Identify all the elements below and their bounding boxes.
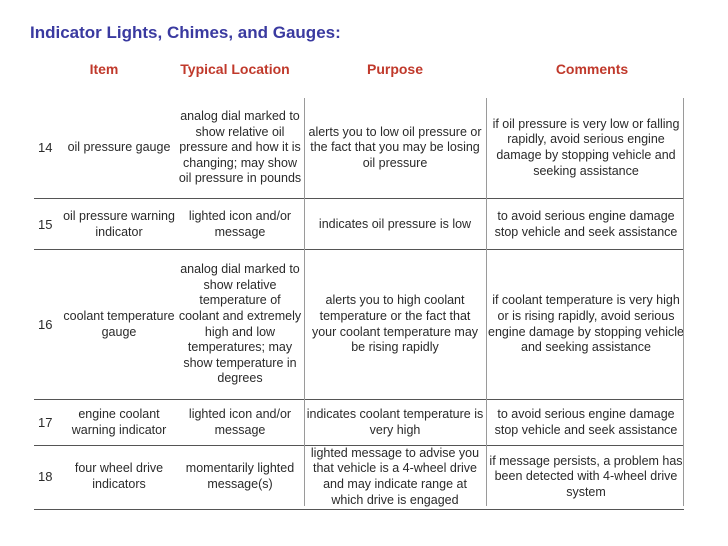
table-row (0, 251, 728, 398)
row-divider (34, 198, 684, 199)
table-row (0, 446, 728, 508)
item-cell: engine coolant warning indicator (71, 407, 167, 437)
row-number: 16 (38, 316, 53, 332)
row-divider (34, 509, 684, 510)
header-purpose: Purpose (366, 61, 423, 77)
page-title: Indicator Lights, Chimes, and Gauges: (30, 23, 341, 42)
header-location: Typical Location (180, 61, 290, 77)
item-cell: oil pressure gauge (67, 140, 171, 155)
row-number: 17 (38, 415, 53, 431)
comments-cell: if coolant temperature is very high or is rising rapidly, avoid serious engine damage by stopping vehicle and seeking assistance (488, 293, 684, 355)
location-cell: lighted icon and/or message (188, 407, 292, 437)
purpose-cell: alerts you to low oil pressure or the fact that you may be losing oil pressure (308, 124, 482, 170)
comments-cell: if message persists, a problem has been detected with 4-wheel drive system (489, 453, 683, 499)
purpose-cell: indicates oil pressure is low (318, 217, 472, 232)
purpose-cell: lighted message to advise you that vehicle is a 4-wheel drive and may indicate range at which drive is engaged (310, 445, 480, 507)
header-comments: Comments (555, 61, 629, 77)
table-row (0, 201, 728, 249)
item-cell: coolant temperature gauge (63, 308, 175, 339)
column-divider (486, 98, 487, 506)
row-number: 15 (38, 217, 53, 233)
comments-cell: if oil pressure is very low or falling rapidly, avoid serious engine damage by stopping vehicle and seeking assistance (492, 116, 680, 178)
location-cell: momentarily lighted message(s) (185, 461, 295, 491)
row-number: 18 (38, 469, 53, 485)
location-cell: analog dial marked to show relative temperature of coolant and extremely high and low temperatures; may show temperature in degrees (178, 262, 302, 386)
comments-cell: to avoid serious engine damage stop vehicle and seek assistance (494, 407, 678, 437)
purpose-cell: alerts you to high coolant temperature or the fact that your coolant temperature may be rising rapidly (311, 293, 479, 355)
table-row (0, 94, 728, 202)
item-cell: oil pressure warning indicator (63, 209, 175, 239)
location-cell: lighted icon and/or message (188, 209, 292, 239)
purpose-cell: indicates coolant temperature is very high (306, 407, 484, 437)
row-number: 14 (38, 140, 53, 156)
item-cell: four wheel drive indicators (74, 461, 164, 491)
column-divider (304, 98, 305, 506)
location-cell: analog dial marked to show relative oil pressure and how it is changing; may show oil pressure in pounds (178, 109, 302, 186)
table-row (0, 400, 728, 446)
header-item: Item (89, 61, 119, 77)
column-divider (683, 98, 684, 506)
comments-cell: to avoid serious engine damage stop vehicle and seek assistance (494, 209, 678, 239)
row-divider (34, 249, 684, 250)
